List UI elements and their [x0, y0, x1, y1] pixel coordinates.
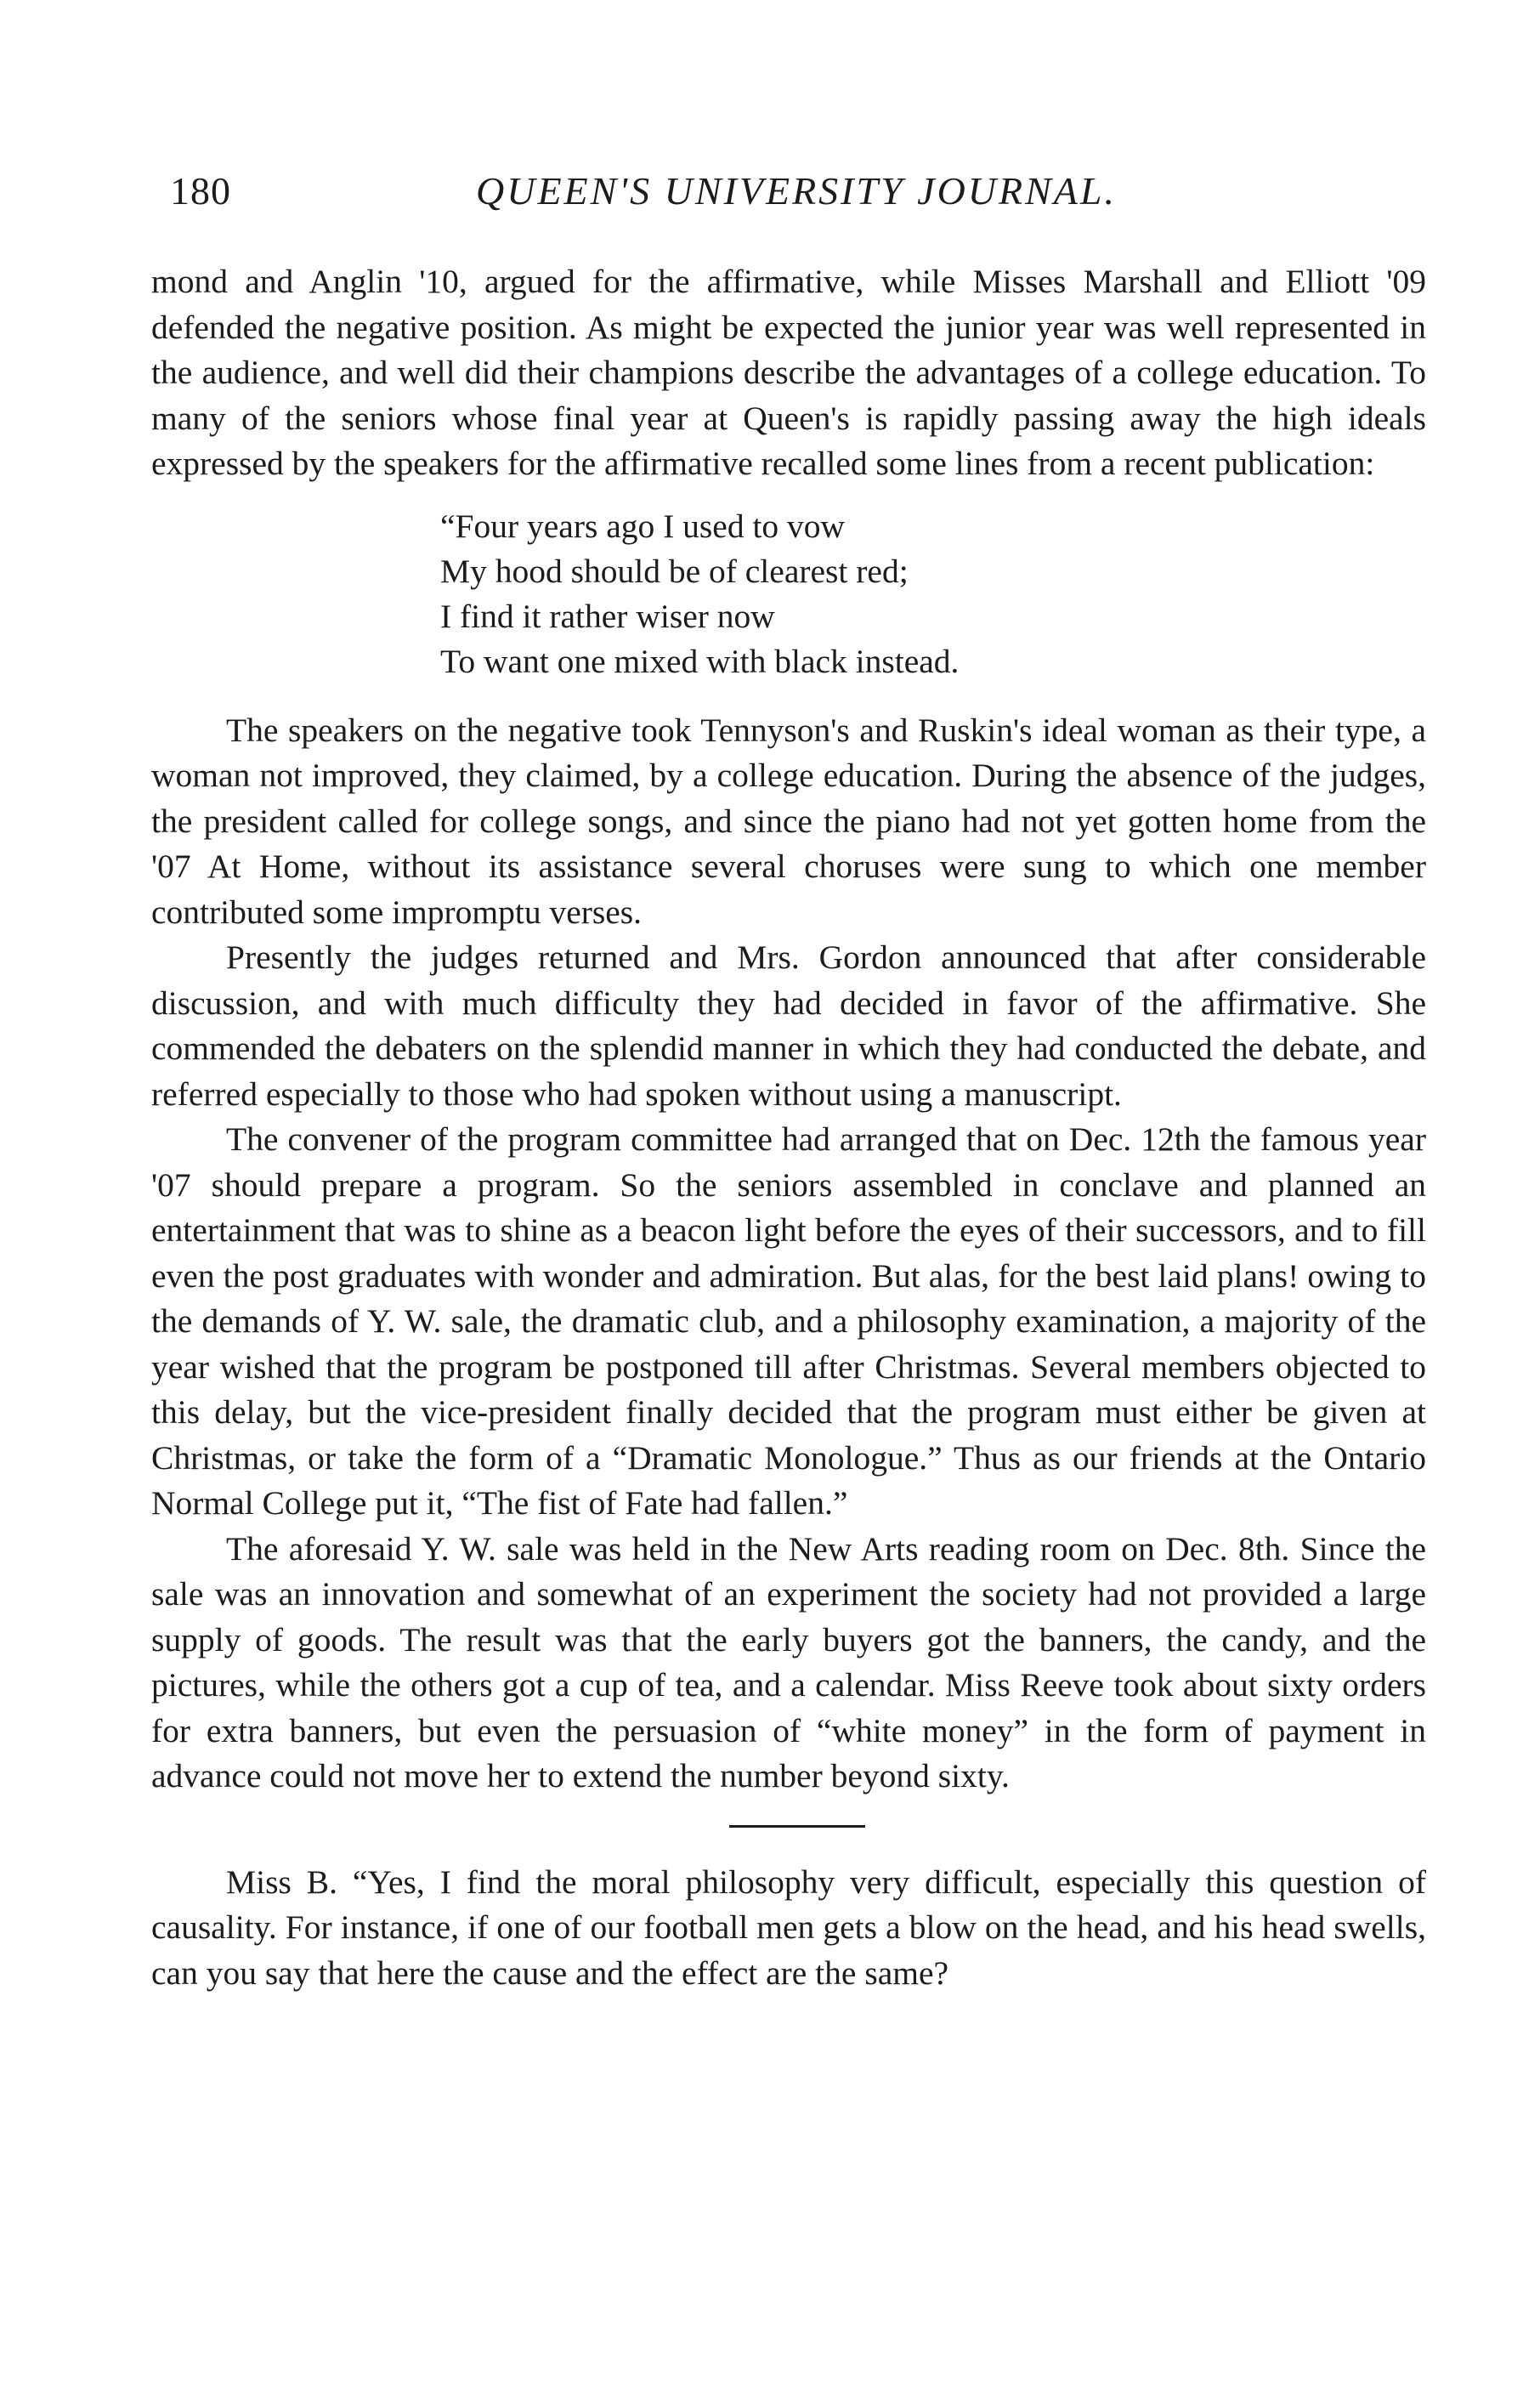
poem-line-2: My hood should be of clearest red; [440, 552, 909, 590]
paragraph-6: Miss B. “Yes, I find the moral philosophy very difficult, especially this question of causality. For instance, if one of our football men gets a blow on the head, and his head swells, can you say that here the cause and the effect are the same? [151, 1863, 1426, 1992]
paragraph-1: mond and Anglin '10, argued for the affirmative, while Misses Marshall and Elliott '09 defended the negative position. As might be expected the junior year was well represented in the audience, and well did their champions describe the advantages of a college education. To many of the seniors whose final year at Queen's is rapidly passing away the high ideals expressed by the speakers for the affirmative recalled some lines from a recent publication: [151, 263, 1426, 482]
section-divider [729, 1825, 865, 1828]
poem-line-3: I find it rather wiser now [440, 597, 775, 635]
paragraph-2: The speakers on the negative took Tennyson's and Ruskin's ideal woman as their type, a woman not improved, they claimed, by a college education. During the absence of the judges, the president called for college songs, and since the piano had not yet gotten home from the '07 At Home, without its assistance several choruses were sung to which one member contributed some impromptu verses. [151, 711, 1426, 931]
poem-quotation [440, 504, 1426, 684]
paragraph-5: The aforesaid Y. W. sale was held in the New Arts reading room on Dec. 8th. Since the sale was an innovation and somewhat of an experiment the society had not provided a large supply of goods. The result was that the early buyers got the banners, the candy, and the pictures, while the others got a cup of tea, and a calendar. Miss Reeve took about sixty orders for extra banners, but even the persuasion of “white money” in the form of payment in advance could not move her to extend the number beyond sixty. [151, 1529, 1426, 1794]
article-body [151, 259, 1426, 1996]
paragraph-4: The convener of the program committee had arranged that on Dec. 12th the famous year '07 should prepare a program. So the seniors assembled in conclave and planned an entertainment that was to shine as a beacon light before the eyes of their successors, and to fill even the post graduates with wonder and admiration. But alas, for the best laid plans! owing to the demands of Y. W. sale, the dramatic club, and a philosophy examination, a majority of the year wished that the program be postponed till after Christmas. Several members objected to this delay, but the vice-president finally decided that the program must either be given at Christmas, or take the form of a “Dramatic Monologue.” Thus as our friends at the Ontario Normal College put it, “The fist of Fate had fallen.” [151, 1120, 1426, 1522]
poem-line-1: “Four years ago I used to vow [440, 507, 846, 545]
page-header [170, 168, 1411, 228]
running-title: QUEEN'S UNIVERSITY JOURNAL. [476, 169, 1117, 213]
page-number: 180 [170, 169, 231, 213]
paragraph-3: Presently the judges returned and Mrs. Gordon announced that after considerable discussion, and with much difficulty they had decided in favor of the affirmative. She commended the debaters on the splendid manner in which they had conducted the debate, and referred especially to those who had spoken without using a manuscript. [151, 938, 1426, 1113]
poem-line-4: To want one mixed with black instead. [440, 642, 960, 680]
